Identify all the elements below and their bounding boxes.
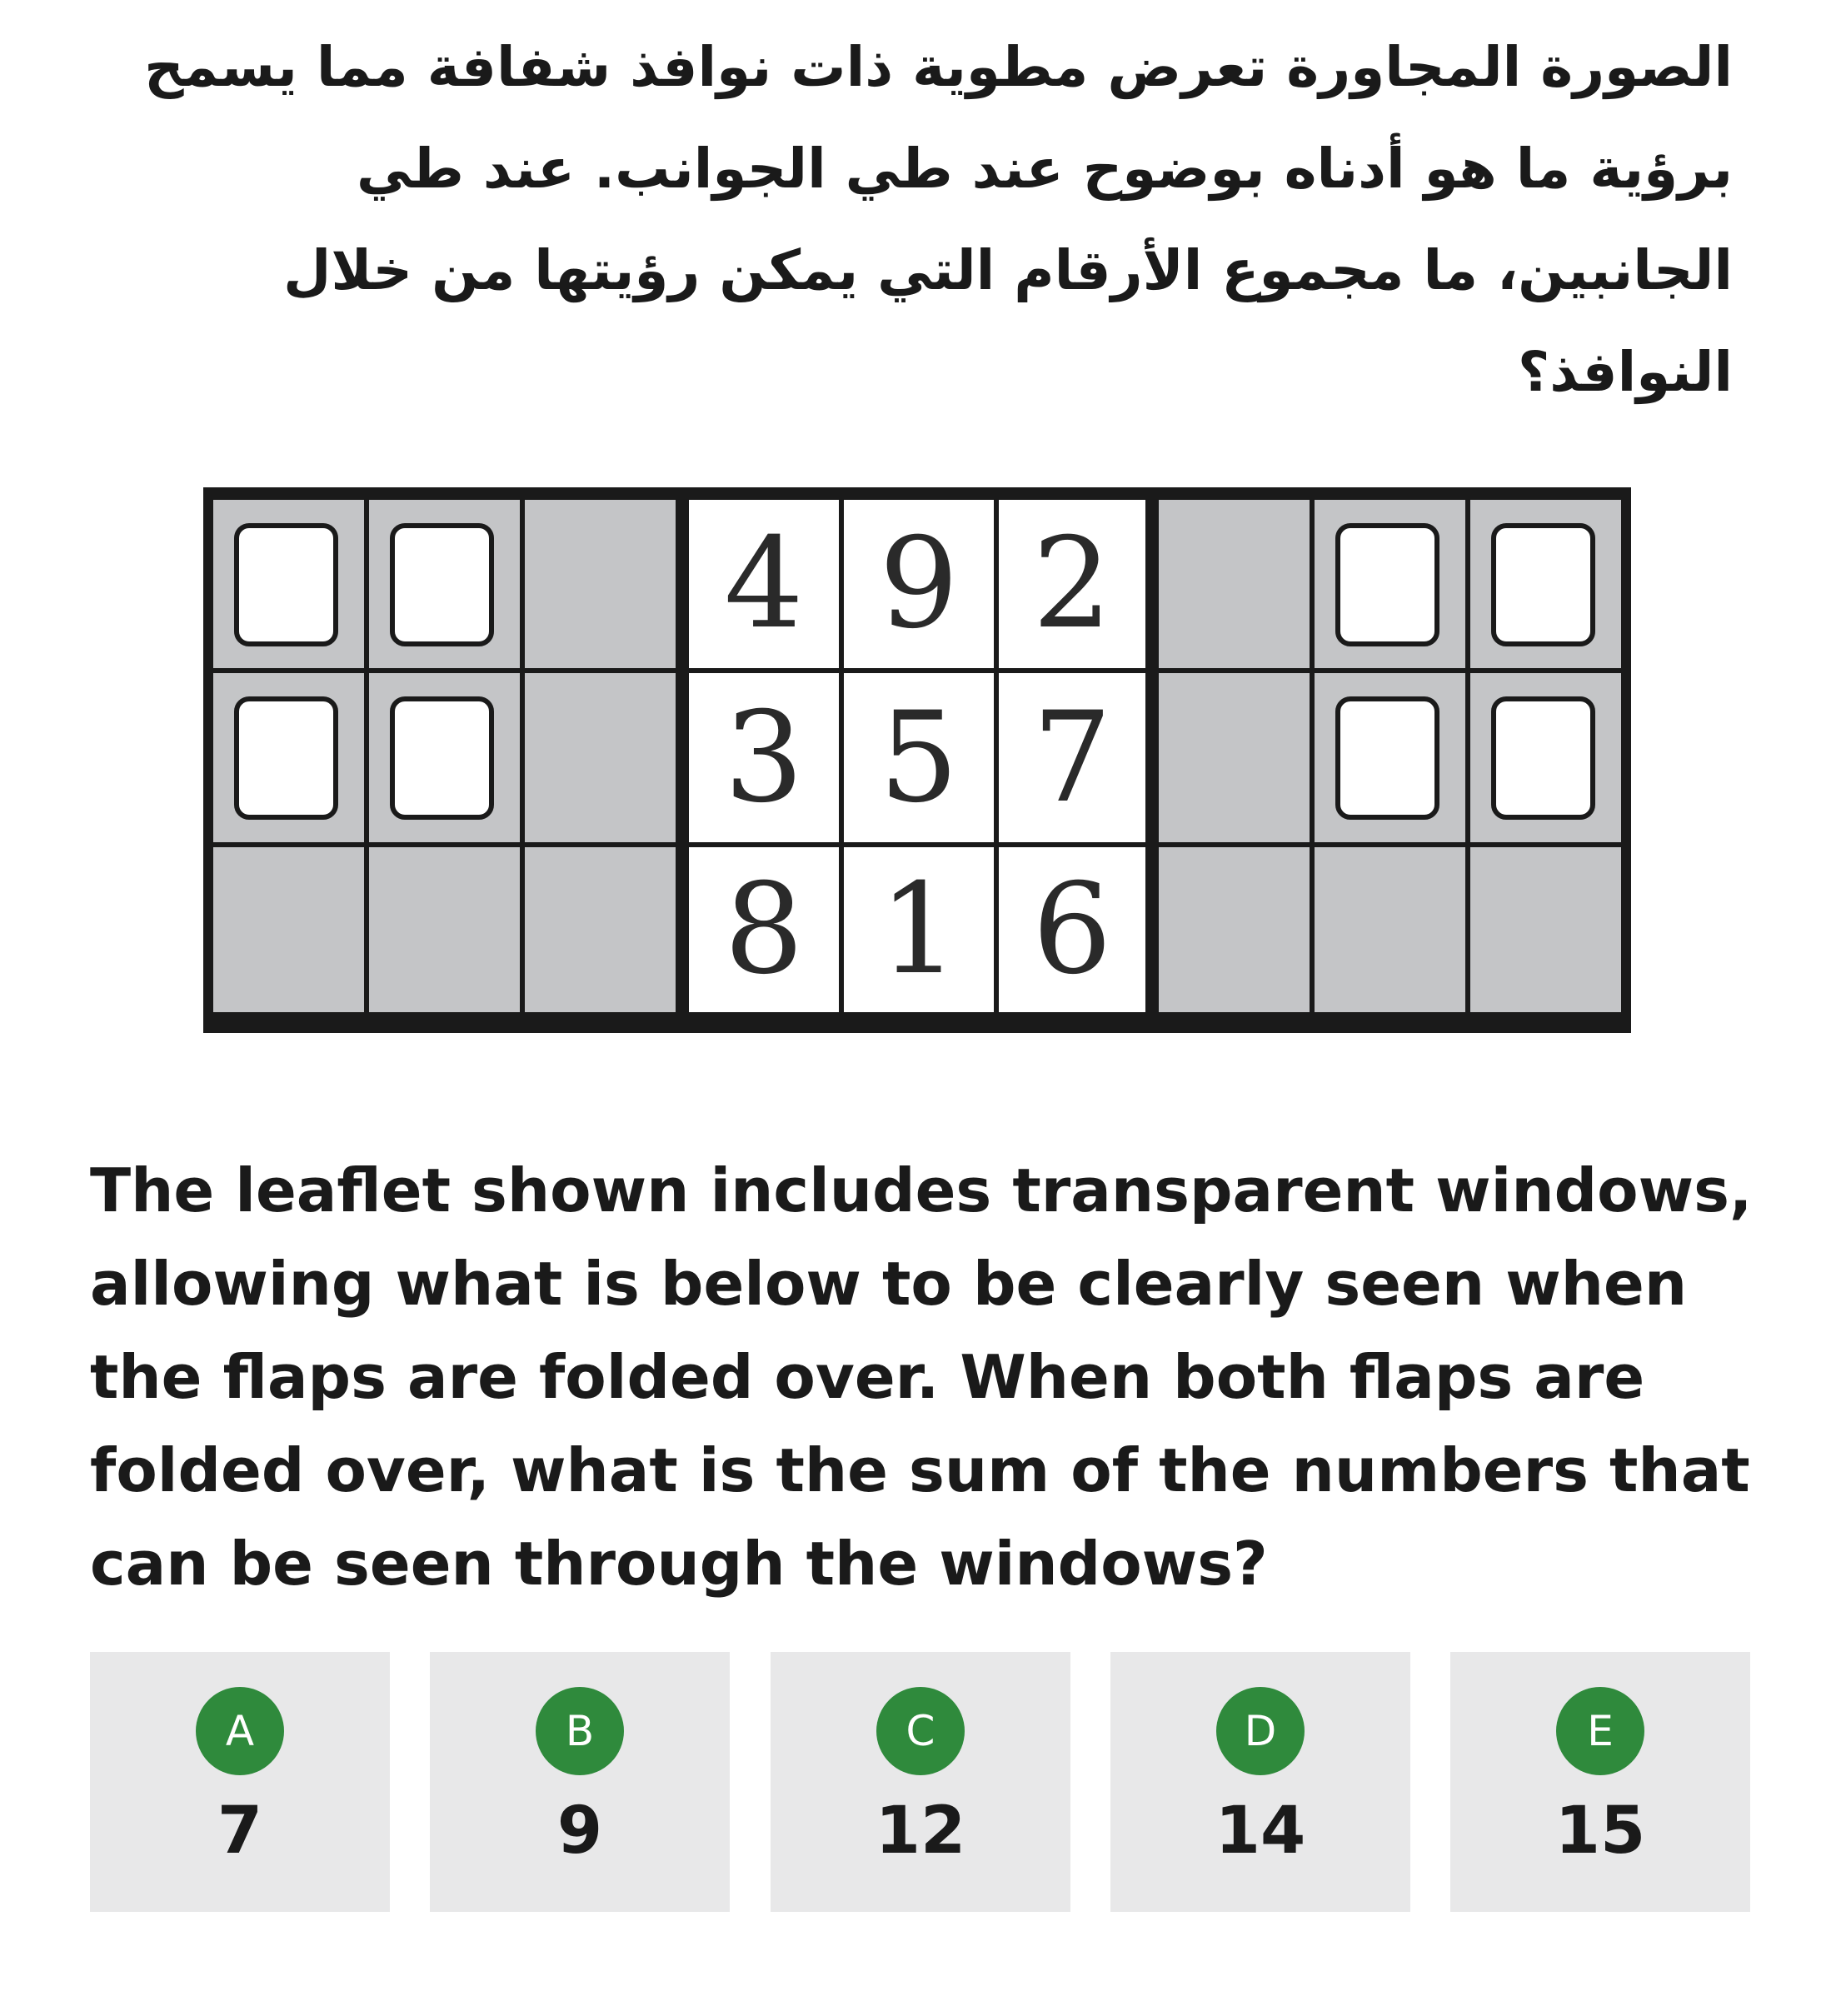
option-letter-badge: D (1216, 1687, 1305, 1775)
right-flap-cell (1315, 847, 1465, 1012)
answer-option-d[interactable] (1110, 1652, 1410, 1912)
number-cell: 6 (999, 847, 1145, 1012)
right-flap-cell (1159, 500, 1310, 668)
transparent-window (234, 523, 338, 646)
answer-option-a[interactable] (90, 1652, 390, 1912)
leaflet-diagram (203, 487, 1631, 1033)
transparent-window (1491, 696, 1595, 820)
number-cell: 8 (689, 847, 839, 1012)
transparent-window (390, 523, 494, 646)
transparent-window (1335, 523, 1439, 646)
number-cell: 4 (689, 500, 839, 668)
number-cell: 5 (844, 673, 994, 842)
question-text-arabic: الصورة المجاورة تعرض مطوية ذات نوافذ شفافة مما يسمح برؤية ما هو أدناه بوضوح عند طي الجوانب. عند طي الجانبين، ما مجموع الأرقام التي يمكن رؤيتها من خلال النوافذ؟ (144, 35, 1733, 404)
number-cell: 2 (999, 500, 1145, 668)
number-cell: 9 (844, 500, 994, 668)
option-value: 14 (1215, 1794, 1306, 1869)
option-value: 9 (556, 1794, 603, 1869)
right-flap-cell (1315, 500, 1465, 668)
left-flap-cell (525, 500, 676, 668)
option-letter-badge: E (1556, 1687, 1644, 1775)
right-flap-cell (1470, 673, 1621, 842)
left-flap-cell (525, 847, 676, 1012)
transparent-window (390, 696, 494, 820)
left-flap-cell (213, 500, 364, 668)
transparent-window (1335, 696, 1439, 820)
right-flap-cell (1159, 673, 1310, 842)
left-flap-cell (213, 847, 364, 1012)
option-value: 12 (875, 1794, 966, 1869)
right-flap-cell (1315, 673, 1465, 842)
number-cell: 3 (689, 673, 839, 842)
left-flap-cell (369, 500, 520, 668)
right-flap-cell (1470, 847, 1621, 1012)
left-flap-cell (369, 847, 520, 1012)
answer-option-c[interactable] (771, 1652, 1070, 1912)
answer-option-e[interactable] (1450, 1652, 1750, 1912)
option-value: 15 (1554, 1794, 1646, 1869)
right-flap-cell (1470, 500, 1621, 668)
question-text-english: The leaflet shown includes transparent windows, allowing what is below to be clearly seen when the flaps are folded over. When both flaps are folded over, what is the sum of the numbers that can be seen through the windows? (90, 1155, 1753, 1599)
answer-option-b[interactable] (430, 1652, 730, 1912)
right-flap-cell (1159, 847, 1310, 1012)
option-letter-badge: B (536, 1687, 624, 1775)
left-flap-cell (525, 673, 676, 842)
option-value: 7 (217, 1794, 263, 1869)
transparent-window (234, 696, 338, 820)
left-flap-cell (369, 673, 520, 842)
option-letter-badge: A (196, 1687, 284, 1775)
number-cell: 1 (844, 847, 994, 1012)
transparent-window (1491, 523, 1595, 646)
option-letter-badge: C (876, 1687, 965, 1775)
left-flap-cell (213, 673, 364, 842)
number-cell: 7 (999, 673, 1145, 842)
